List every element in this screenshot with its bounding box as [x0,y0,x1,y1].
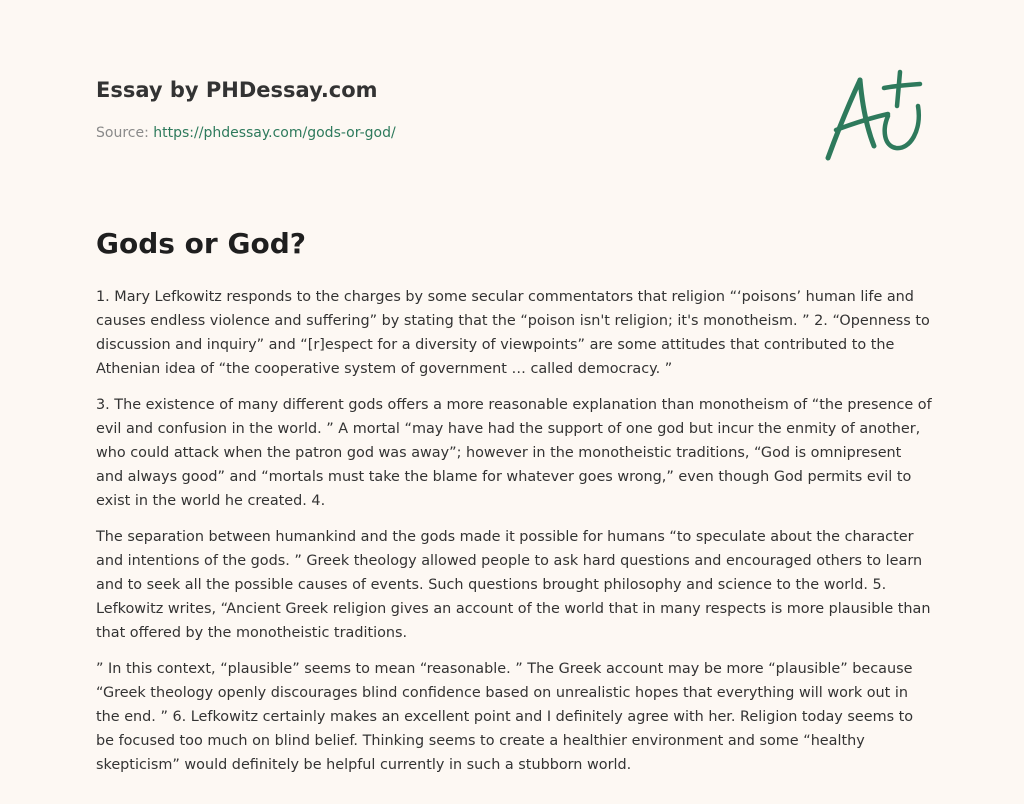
a-plus-logo-icon [822,66,928,166]
source-link[interactable]: https://phdessay.com/gods-or-god/ [153,125,396,141]
essay-body [96,285,932,789]
brand-title: Essay by PHDessay.com [96,78,378,102]
source-label: Source: [96,125,154,141]
essay-paragraph: 1. Mary Lefkowitz responds to the charges by some secular commentators that religion “‘poisons’ human life and causes endless violence and suffering” by stating that the “poison isn't religion; it's monotheism. ” 2. “Openness to discussion and inquiry” and “[r]espect for a diversity of viewpoints” are some attitudes that contributed to the Athenian idea of “the cooperative system of government … called democracy. ” [96,289,930,377]
essay-paragraph: 3. The existence of many different gods offers a more reasonable explanation than monotheism of “the presence of evil and confusion in the world. ” A mortal “may have had the support of one god but incur the enmity of another, who could attack when the patron god was away”; however in the monotheistic traditions, “God is omnipresent and always good” and “mortals must take the blame for whatever goes wrong,” even though God permits evil to exist in the world he created. 4. [96,397,932,509]
essay-paragraph: ” In this context, “plausible” seems to mean “reasonable. ” The Greek account may be more “plausible” because “Greek theology openly discourages blind confidence based on unrealistic hopes that everything will work out in the end. ” 6. Lefkowitz certainly makes an excellent point and I definitely agree with her. Religion today seems to be focused too much on blind belief. Thinking seems to create a healthier environment and some “healthy skepticism” would definitely be helpful currently in such a stubborn world. [96,661,914,773]
essay-paragraph: The separation between humankind and the gods made it possible for humans “to speculate about the character and intentions of the gods. ” Greek theology allowed people to ask hard questions and encouraged others to learn and to seek all the possible causes of events. Such questions brought philosophy and science to the world. 5. Lefkowitz writes, “Ancient Greek religion gives an account of the world that in many respects is more plausible than that offered by the monotheistic traditions. [96,529,931,641]
essay-header [96,76,796,143]
source-line [96,123,796,143]
essay-title: Gods or God? [96,227,306,260]
